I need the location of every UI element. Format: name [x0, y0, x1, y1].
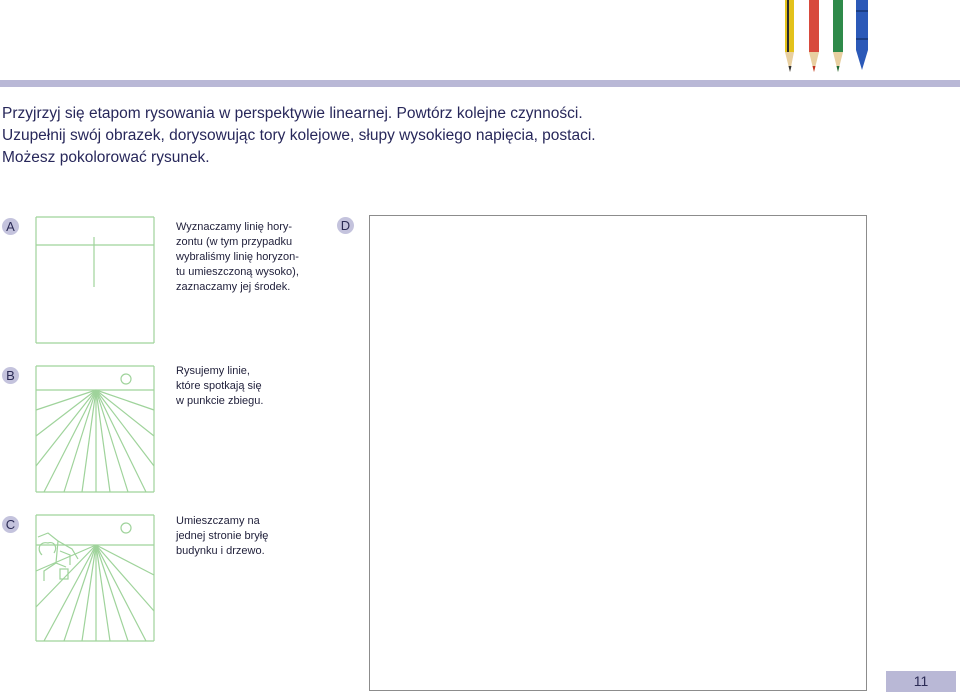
step-c-sketch [30, 511, 160, 643]
instruction-line-1: Przyjrzyj się etapom rysowania w perspektywie linearnej. Powtórz kolejne czynności. [2, 105, 583, 122]
step-b-line-2: które spotkają się [176, 380, 262, 392]
instruction-line-3: Możesz pokolorować rysunek. [2, 149, 210, 166]
step-b-line-3: w punkcie zbiegu. [176, 395, 264, 407]
step-c-description [176, 514, 268, 559]
step-a-line-1: Wyznaczamy linię hory- [176, 221, 293, 233]
colored-pencils-icon [782, 0, 878, 76]
step-c-line-2: jednej stronie bryłę [176, 530, 269, 542]
step-b-line-1: Rysujemy linie, [176, 365, 250, 377]
step-a-line-2: zontu (w tym przypadku [176, 236, 293, 248]
header-rule [0, 80, 960, 87]
step-a-sketch [30, 213, 160, 345]
step-a-line-5: zaznaczamy jej środek. [176, 281, 291, 293]
step-b-sketch [30, 362, 160, 494]
step-a-description [176, 220, 299, 295]
step-c-badge: C [2, 516, 19, 533]
step-a-line-3: wybraliśmy linię horyzon- [176, 251, 299, 263]
instruction-line-2: Uzupełnij swój obrazek, dorysowując tory kolejowe, słupy wysokiego napięcia, postaci. [2, 127, 596, 144]
step-c-line-1: Umieszczamy na [176, 515, 260, 527]
step-c-line-3: budynku i drzewo. [176, 545, 265, 557]
step-b-badge: B [2, 367, 19, 384]
page-number: 11 [886, 671, 956, 692]
instructions [2, 103, 932, 169]
drawing-canvas[interactable] [369, 215, 867, 691]
step-a-line-4: tu umieszczoną wysoko), [176, 266, 299, 278]
step-b-description [176, 364, 263, 409]
step-a-badge: A [2, 218, 19, 235]
step-d-badge: D [337, 217, 354, 234]
